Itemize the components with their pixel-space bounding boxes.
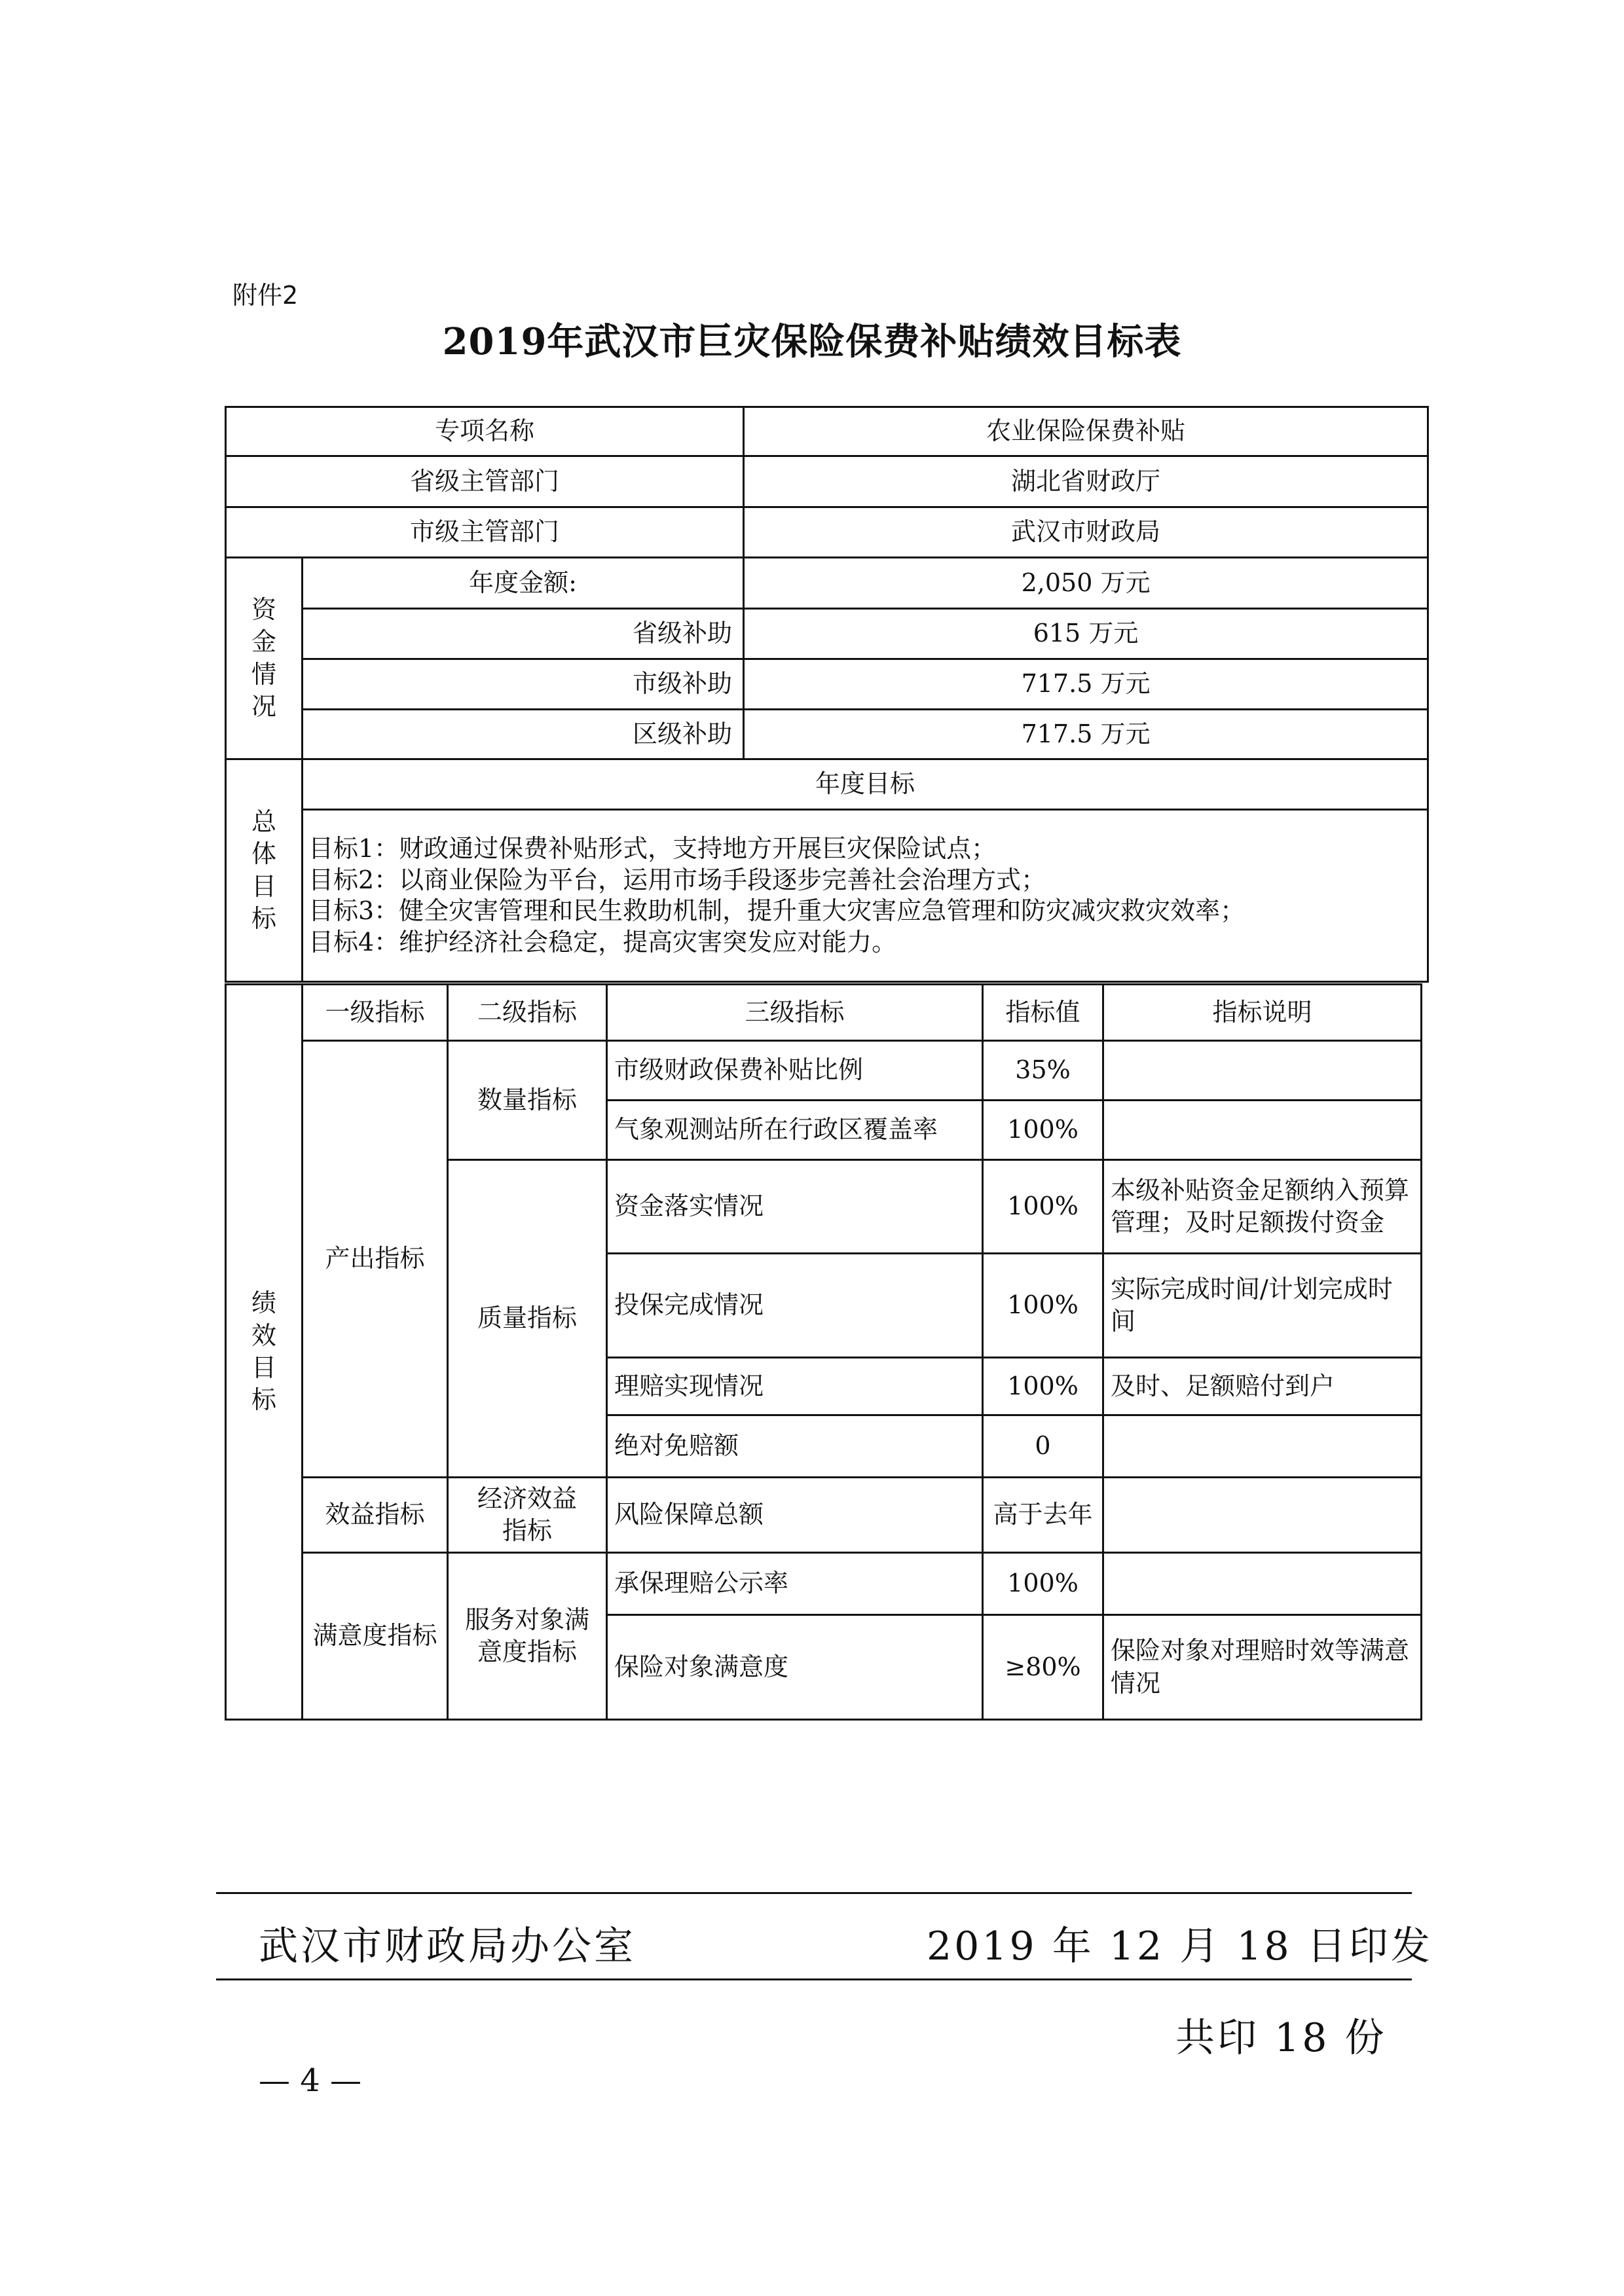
table-row-note: 及时、足额赔付到户 xyxy=(1103,1358,1422,1415)
header-level3: 三级指标 xyxy=(607,985,983,1041)
district-subsidy-label: 区级补助 xyxy=(303,710,744,759)
provincial-dept-label: 省级主管部门 xyxy=(226,456,744,507)
provincial-dept-value: 湖北省财政厅 xyxy=(744,456,1428,507)
table-row-value: 高于去年 xyxy=(983,1478,1103,1553)
header-level2: 二级指标 xyxy=(448,985,607,1041)
city-subsidy-label: 市级补助 xyxy=(303,659,744,710)
table-row-name: 资金落实情况 xyxy=(607,1160,983,1254)
satisfaction-indicator-label: 满意度指标 xyxy=(303,1553,448,1720)
economic-benefit-label: 经济效益指标 xyxy=(448,1478,607,1553)
goal-4: 目标4：维护经济社会稳定，提高灾害突发应对能力。 xyxy=(308,927,897,957)
table-row-name: 理赔实现情况 xyxy=(607,1358,983,1415)
page-title: 2019年武汉市巨灾保险保费补贴绩效目标表 xyxy=(442,320,1182,363)
district-subsidy-value: 717.5 万元 xyxy=(744,710,1428,759)
annual-amount-value: 2,050 万元 xyxy=(744,558,1428,609)
table-row-name: 气象观测站所在行政区覆盖率 xyxy=(607,1101,983,1160)
table-row-value: 0 xyxy=(983,1415,1103,1478)
quantity-indicator-label: 数量指标 xyxy=(448,1041,607,1160)
table-row-note xyxy=(1103,1101,1422,1160)
table-row-value: ≥80% xyxy=(983,1615,1103,1720)
issue-date: 2019 年 12 月 18 日印发 xyxy=(927,1923,1433,1969)
performance-table xyxy=(225,983,1422,1721)
table-row-value: 100% xyxy=(983,1254,1103,1358)
funds-section-label: 资金情况 xyxy=(226,558,303,759)
table-row-value: 100% xyxy=(983,1358,1103,1415)
footer-top-divider xyxy=(216,1892,1412,1894)
table-row-value: 100% xyxy=(983,1553,1103,1615)
table-row-name: 绝对免赔额 xyxy=(607,1415,983,1478)
project-name-label: 专项名称 xyxy=(226,407,744,456)
table-row-name: 承保理赔公示率 xyxy=(607,1553,983,1615)
table-row-note: 实际完成时间/计划完成时间 xyxy=(1103,1254,1422,1358)
header-value: 指标值 xyxy=(983,985,1103,1041)
table-row-note: 保险对象对理赔时效等满意情况 xyxy=(1103,1615,1422,1720)
overall-goal-section-label: 总体目标 xyxy=(226,759,303,982)
performance-section-label: 绩效目标 xyxy=(226,985,303,1720)
quality-indicator-label: 质量指标 xyxy=(448,1160,607,1478)
table-row-note xyxy=(1103,1041,1422,1101)
table-row-note xyxy=(1103,1553,1422,1615)
attachment-label: 附件2 xyxy=(232,281,299,310)
provincial-subsidy-label: 省级补助 xyxy=(303,609,744,659)
annual-goals xyxy=(303,810,1428,982)
table-row-name: 投保完成情况 xyxy=(607,1254,983,1358)
copies-count: 共印 18 份 xyxy=(1175,2015,1387,2061)
city-subsidy-value: 717.5 万元 xyxy=(744,659,1428,710)
table-row-name: 风险保障总额 xyxy=(607,1478,983,1553)
header-note: 指标说明 xyxy=(1103,985,1422,1041)
annual-amount-label: 年度金额: xyxy=(303,558,744,609)
goal-3: 目标3：健全灾害管理和民生救助机制，提升重大灾害应急管理和防灾减灾救灾效率； xyxy=(308,896,1246,925)
provincial-subsidy-value: 615 万元 xyxy=(744,609,1428,659)
table-row-name: 保险对象满意度 xyxy=(607,1615,983,1720)
goal-2: 目标2：以商业保险为平台，运用市场手段逐步完善社会治理方式； xyxy=(308,865,1046,894)
table-row-value: 35% xyxy=(983,1041,1103,1101)
table-row-value: 100% xyxy=(983,1101,1103,1160)
output-indicator-label: 产出指标 xyxy=(303,1041,448,1478)
table-row-note xyxy=(1103,1415,1422,1478)
table-row-note xyxy=(1103,1478,1422,1553)
service-satisfaction-label: 服务对象满意度指标 xyxy=(448,1553,607,1720)
city-dept-label: 市级主管部门 xyxy=(226,507,744,558)
footer-bottom-divider xyxy=(216,1978,1412,1980)
city-dept-value: 武汉市财政局 xyxy=(744,507,1428,558)
issuer-office: 武汉市财政局办公室 xyxy=(259,1923,636,1969)
table-row-value: 100% xyxy=(983,1160,1103,1254)
benefit-indicator-label: 效益指标 xyxy=(303,1478,448,1553)
annual-goal-label: 年度目标 xyxy=(303,759,1428,810)
page-number: — 4 — xyxy=(259,2062,362,2099)
project-name-value: 农业保险保费补贴 xyxy=(744,407,1428,456)
goal-1: 目标1：财政通过保费补贴形式，支持地方开展巨灾保险试点； xyxy=(308,834,997,863)
table-row-note: 本级补贴资金足额纳入预算管理；及时足额拨付资金 xyxy=(1103,1160,1422,1254)
header-level1: 一级指标 xyxy=(303,985,448,1041)
table-row-name: 市级财政保费补贴比例 xyxy=(607,1041,983,1101)
basic-info-table xyxy=(225,406,1429,983)
